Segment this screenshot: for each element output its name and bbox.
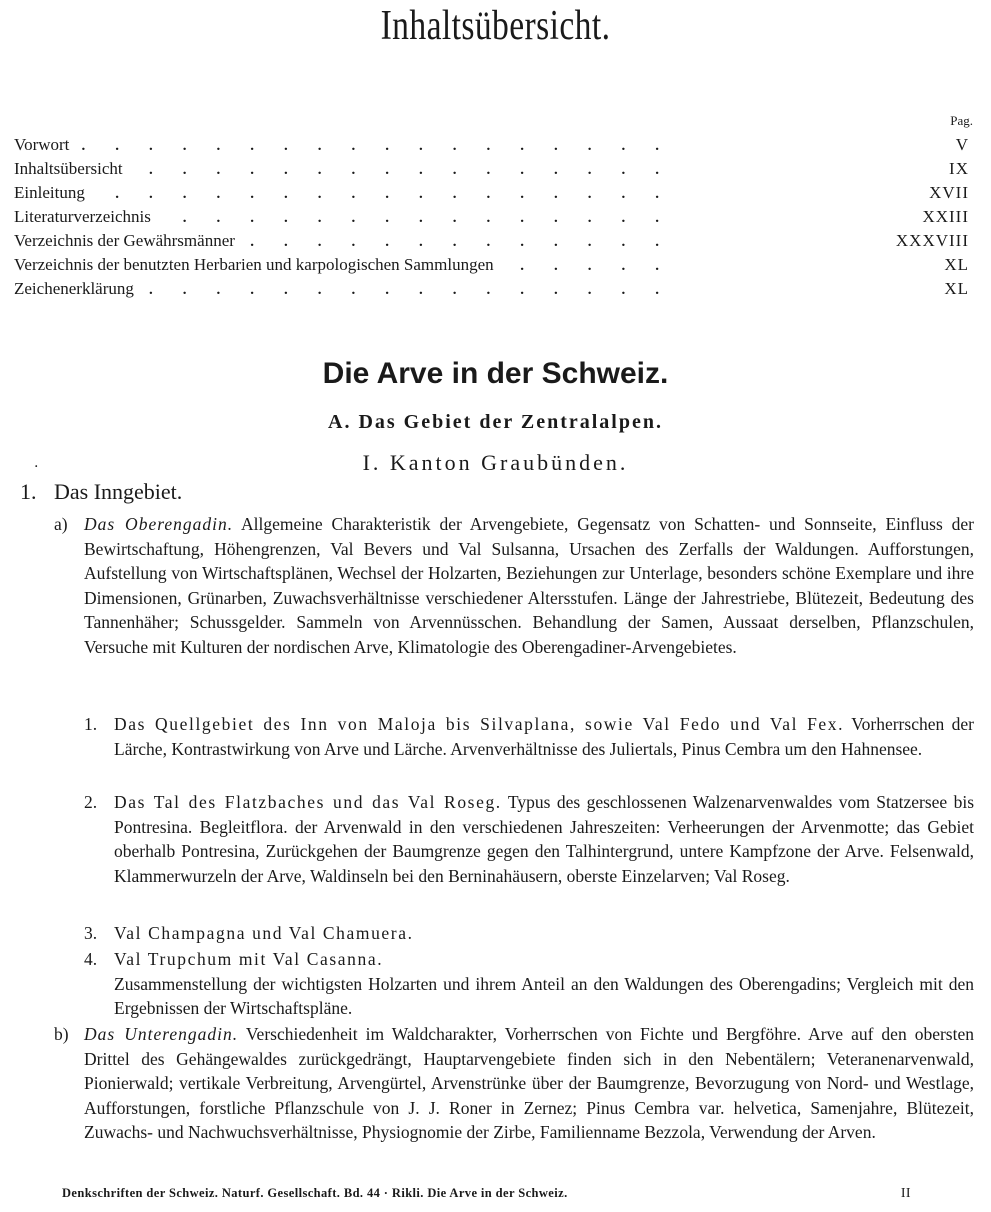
page-footer: [62, 1186, 911, 1201]
toc-entry-title: Zeichenerklärung: [14, 277, 140, 301]
entry-content: [114, 921, 974, 946]
canton-heading: I. Kanton Graubünden.: [362, 450, 629, 475]
entry-content: [114, 712, 974, 761]
entry-content: [114, 947, 974, 1021]
table-of-contents: [14, 133, 969, 301]
entry-content: [84, 1022, 974, 1145]
part-heading: [20, 479, 182, 505]
toc-entry-page: XL: [944, 279, 969, 298]
entry-text: Vorherrschen der Lärche, Kontrastwirkung von Arve und Lärche. Arvenverhältnisse des Juliertals, Pinus Cembra um den Hahnensee.: [114, 714, 975, 759]
region-heading: A. Das Gebiet der Zentralalpen.: [328, 411, 663, 433]
toc-entry-title: Verzeichnis der Gewährsmänner: [14, 229, 241, 253]
page-folio: II: [900, 1186, 911, 1201]
entry-heading: Das Oberengadin.: [84, 514, 234, 534]
toc-entry-page: XXXVIII: [895, 231, 969, 250]
entry-heading: Das Quellgebiet des Inn von Maloja bis Silvaplana, sowie Val Fedo und Val Fex.: [114, 714, 845, 734]
entry-marker: 4.: [84, 949, 98, 969]
entry-marker: 1.: [84, 714, 98, 734]
toc-entry-title: Inhaltsübersicht: [14, 157, 129, 181]
toc-entry-title: Vorwort: [14, 133, 75, 157]
toc-entry-title: Verzeichnis der benutzten Herbarien und karpologischen Sammlungen: [14, 253, 500, 277]
toc-entry[interactable]: [14, 205, 969, 229]
entry-text: Verschiedenheit im Waldcharakter, Vorherrschen von Fichte und Bergföhre. Arve auf den obersten Drittel des Gehängewaldes zurückgedrängt, Hauptarvengebiete finden sich in den Nebentälern; Veteranenarvenwald, Pionierwald; vertikale Verbreitung, Arvengürtel, Arvenstrünke über der Baumgrenze, Bevorzugung von Nord- und Westlage, Aufforstungen, forstliche Pflanzschule von J. J. Roner in Zernez; Pinus Cembra var. helvetica, Samenjahre, Blütezeit, Zuwachs- und Nachwuchsverhältnisse, Physiognomie der Zirbe, Familienname Bezzola, Verwendung der Arven.: [84, 1024, 974, 1142]
entry-heading: Val Trupchum mit Val Casanna.: [114, 949, 384, 969]
entry-text: Typus des geschlossenen Walzenarvenwaldes vom Statzersee bis Pontresina. Begleitflora. der Arvenwald in den verschiedenen Jahreszeiten: Verheerungen der Arvenmotte; das Gebiet oberhalb Pontresina, Zurückgehen der Baumgrenze gegen den Talhintergrund, untere Kampfzone der Arve. Felsenwald, Klammerwurzeln der Arve, Waldinseln bei den Berninahäusern, oberste Einzelarven; Val Roseg.: [114, 792, 975, 886]
leader-dots: [14, 133, 879, 158]
entry-text: Zusammenstellung der wichtigsten Holzarten und ihrem Anteil an den Waldungen des Oberengadins; Vergleich mit den Ergebnissen der Wirtschaftspläne.: [114, 973, 974, 1018]
toc-entry[interactable]: [14, 181, 969, 205]
entry-marker: b): [54, 1024, 69, 1044]
entry-heading: Das Tal des Flatzbaches und das Val Roseg.: [114, 792, 502, 812]
page-title: Inhaltsübersicht.: [380, 3, 611, 49]
leader-dots: [14, 157, 879, 182]
entry-heading: Das Unterengadin.: [84, 1024, 239, 1044]
toc-entry-page: XL: [944, 255, 969, 274]
entry-marker: a): [54, 514, 68, 534]
toc-entry-page: V: [955, 135, 969, 154]
entry-text: Allgemeine Charakteristik der Arvengebiete, Gegensatz von Schatten- und Sonnseite, Einfluss der Bewirtschaftung, Höhengrenzen, Val Bevers und Val Sulsanna, Ursachen des Zerfalls der Waldungen. Aufforstungen, Aufstellung von Wirtschaftsplänen, Wechsel der Holzarten, Beziehungen zur Unterlage, besonders schöne Exemplare und ihre Dimensionen, Grünarben, Zuwachsverhältnisse verschiedener Altersstufen. Länge der Jahrestriebe, Blütezeit, Bedeutung des Tannenhäher; Schussgelder. Sammeln von Arvennüsschen. Behandlung der Samen, Aussaat derselben, Pflanzschulen, Versuche mit Kulturen der nordischen Arve, Klimatologie des Oberengadiner-Arvengebietes.: [84, 514, 975, 657]
toc-entry[interactable]: [14, 157, 969, 181]
toc-entry[interactable]: [14, 253, 969, 277]
leader-dots: [14, 277, 879, 302]
part-title: Das Inngebiet.: [54, 479, 183, 504]
part-number: 1.: [20, 479, 37, 504]
toc-entry-page: IX: [949, 159, 969, 178]
entry-marker: 3.: [84, 923, 98, 943]
section-title: Die Arve in der Schweiz.: [322, 357, 669, 390]
entry-heading: Val Champagna und Val Chamuera.: [114, 923, 414, 943]
entry-marker: 2.: [84, 792, 98, 812]
toc-entry[interactable]: [14, 133, 969, 157]
stray-mark: .: [34, 455, 39, 471]
entry-content: [84, 512, 974, 659]
footer-citation: Denkschriften der Schweiz. Naturf. Gesellschaft. Bd. 44 · Rikli. Die Arve in der Schweiz.: [62, 1186, 568, 1200]
pag-column-label: Pag.: [950, 113, 973, 128]
leader-dots: [14, 181, 879, 206]
toc-entry-title: Einleitung: [14, 181, 91, 205]
toc-entry-title: Literaturverzeichnis: [14, 205, 157, 229]
toc-entry-page: XXIII: [922, 207, 969, 226]
toc-entry[interactable]: [14, 229, 969, 253]
entry-content: [114, 790, 974, 888]
toc-entry[interactable]: [14, 277, 969, 301]
toc-entry-page: XVII: [929, 183, 969, 202]
